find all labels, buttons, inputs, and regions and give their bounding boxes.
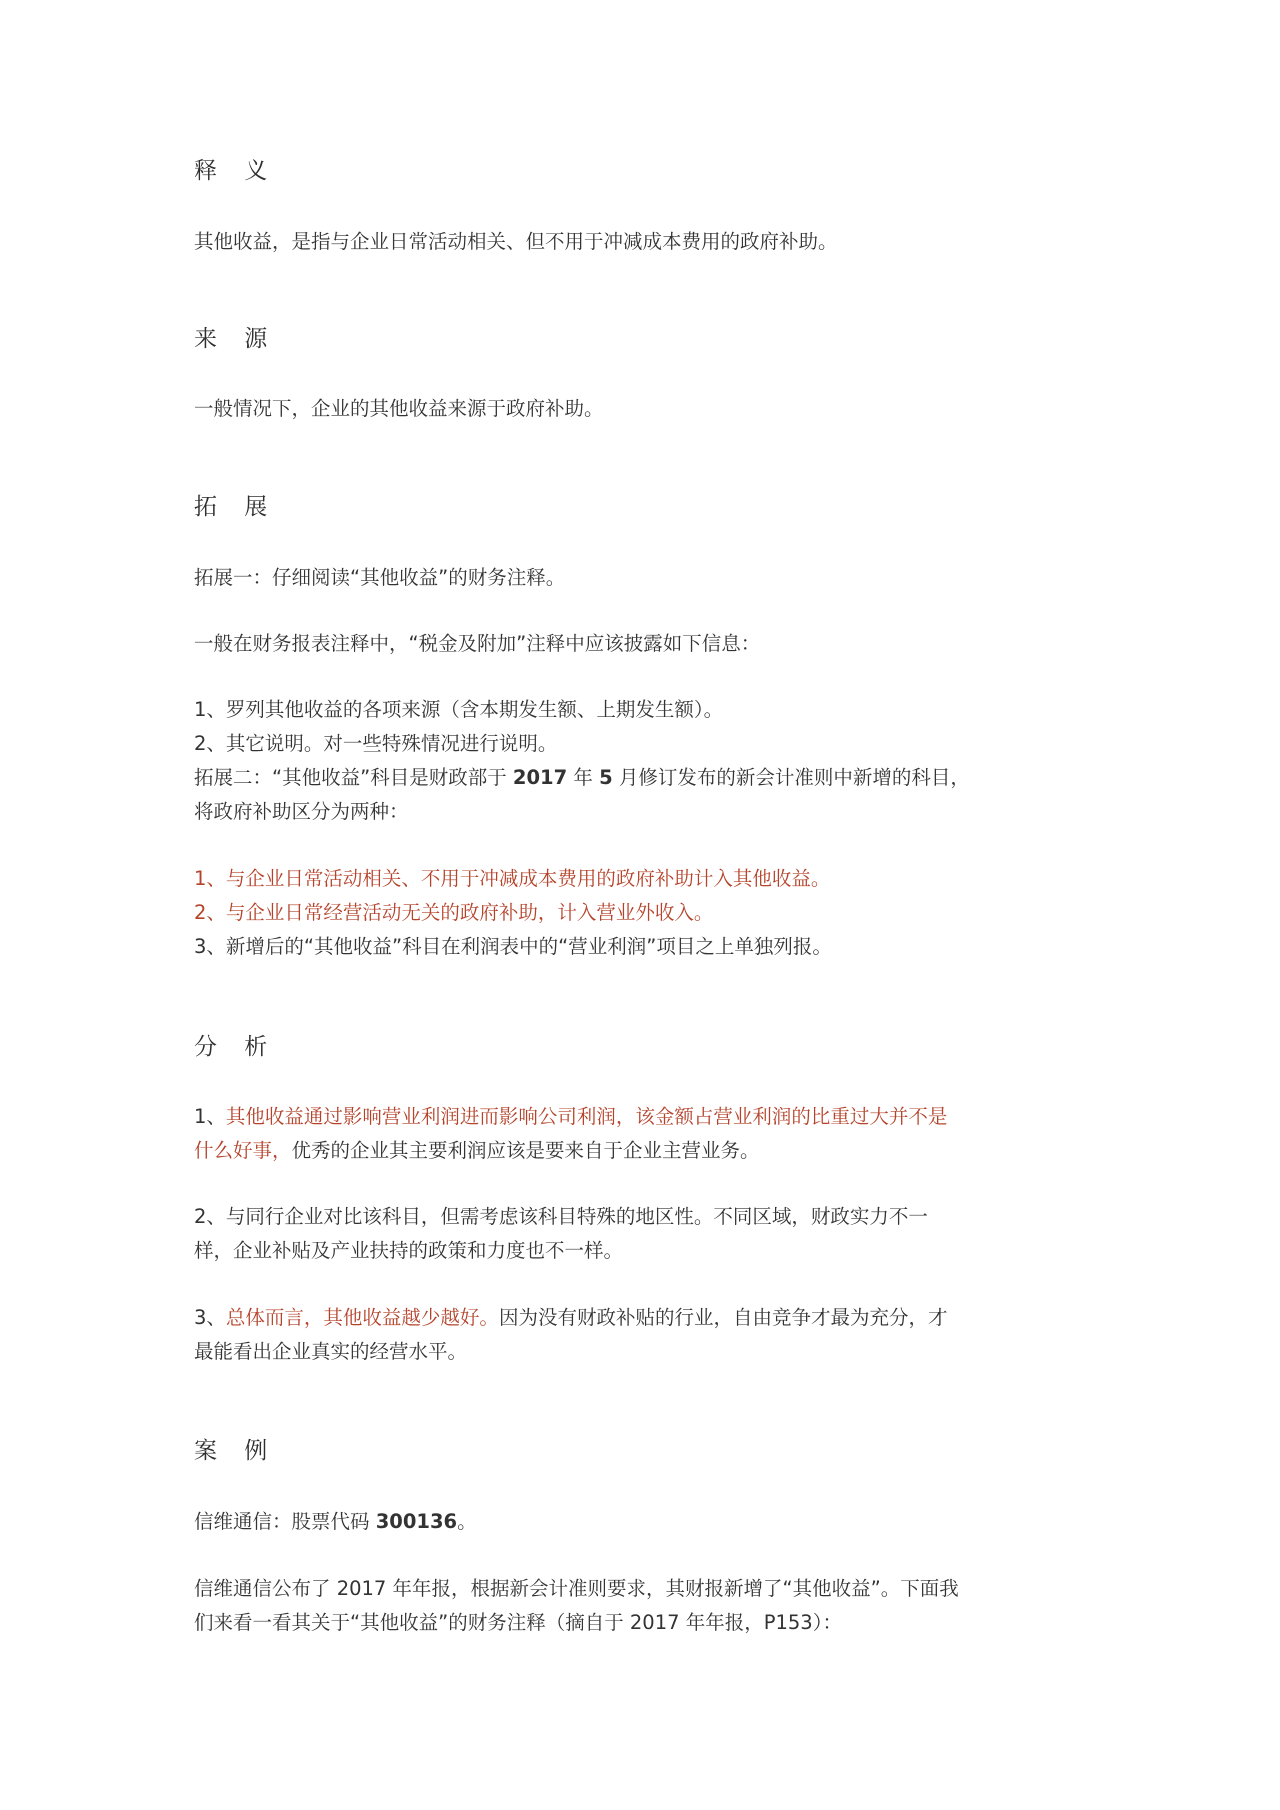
analysis-item-2-line1: 2、与同行企业对比该科目，但需考虑该科目特殊的地区性。不同区域，财政实力不一 bbox=[194, 1205, 928, 1228]
analysis-item-3-rest: 因为没有财政补贴的行业，自由竞争才最为充分，才 bbox=[498, 1306, 948, 1329]
extension-1-item: 1、罗列其他收益的各项来源（含本期发生额、上期发生额）。 bbox=[194, 698, 724, 721]
analysis-item-3-line2: 最能看出企业真实的经营水平。 bbox=[194, 1340, 468, 1363]
case-stock-code: 300136 bbox=[375, 1510, 458, 1533]
case-company-suffix: 。 bbox=[457, 1510, 477, 1533]
extension-2-title-part: 年 bbox=[567, 766, 600, 789]
analysis-item-1-line2 bbox=[194, 1134, 760, 1168]
analysis-item-1-highlight: 其他收益通过影响营业利润进而影响公司利润，该金额占营业利润的比重过大并不是 bbox=[225, 1105, 948, 1128]
case-company-prefix: 信维通信：股票代码 bbox=[194, 1510, 376, 1533]
case-company bbox=[194, 1505, 477, 1539]
source-body: 一般情况下，企业的其他收益来源于政府补助。 bbox=[194, 397, 604, 420]
extension-2-title bbox=[194, 761, 970, 795]
analysis-item-1-highlight: 什么好事， bbox=[194, 1139, 292, 1162]
definition-body: 其他收益，是指与企业日常活动相关、但不用于冲减成本费用的政府补助。 bbox=[194, 230, 838, 253]
section-heading-definition: 释 义 bbox=[194, 158, 278, 184]
extension-2-title-line2: 将政府补助区分为两种： bbox=[194, 800, 409, 823]
case-paragraph-line2: 们来看一看其关于“其他收益”的财务注释（摘自于 2017 年年报，P153）： bbox=[194, 1611, 842, 1634]
section-heading-analysis: 分 析 bbox=[194, 1034, 278, 1060]
analysis-item-2-line2: 样，企业补贴及产业扶持的政策和力度也不一样。 bbox=[194, 1239, 624, 1262]
extension-2-item: 2、与企业日常经营活动无关的政府补助，计入营业外收入。 bbox=[194, 901, 714, 924]
analysis-item-1-line1 bbox=[194, 1100, 947, 1134]
extension-2-year: 2017 bbox=[512, 766, 568, 789]
extension-2-title-part: 拓展二：“其他收益”科目是财政部于 bbox=[194, 766, 513, 789]
extension-2-item: 1、与企业日常活动相关、不用于冲减成本费用的政府补助计入其他收益。 bbox=[194, 867, 831, 890]
section-heading-extension: 拓 展 bbox=[194, 494, 278, 520]
analysis-item-3-line1 bbox=[194, 1301, 947, 1335]
analysis-item-1-prefix: 1、 bbox=[194, 1105, 226, 1128]
extension-2-item: 3、新增后的“其他收益”科目在利润表中的“营业利润”项目之上单独列报。 bbox=[194, 935, 832, 958]
analysis-item-3-highlight: 总体而言，其他收益越少越好。 bbox=[225, 1306, 499, 1329]
extension-1-title: 拓展一：仔细阅读“其他收益”的财务注释。 bbox=[194, 566, 566, 589]
extension-1-intro: 一般在财务报表注释中，“税金及附加”注释中应该披露如下信息： bbox=[194, 632, 761, 655]
analysis-item-3-prefix: 3、 bbox=[194, 1306, 226, 1329]
extension-2-month: 5 bbox=[599, 766, 613, 789]
extension-1-item: 2、其它说明。对一些特殊情况进行说明。 bbox=[194, 732, 558, 755]
analysis-item-1-rest: 优秀的企业其主要利润应该是要来自于企业主营业务。 bbox=[291, 1139, 760, 1162]
case-paragraph-line1: 信维通信公布了 2017 年年报，根据新会计准则要求，其财报新增了“其他收益”。下面我 bbox=[194, 1577, 959, 1600]
extension-2-title-part: 月修订发布的新会计准则中新增的科目， bbox=[612, 766, 970, 789]
section-heading-source: 来 源 bbox=[194, 326, 278, 352]
section-heading-case: 案 例 bbox=[194, 1438, 278, 1464]
